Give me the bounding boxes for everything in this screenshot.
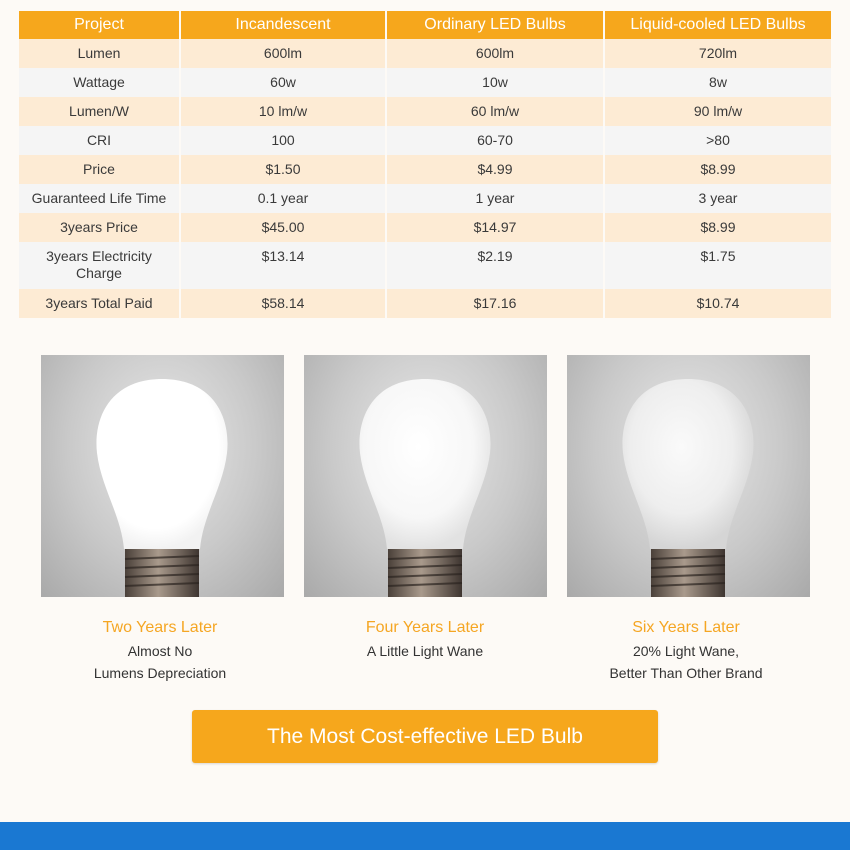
cell: 60-70 [387, 126, 605, 155]
row-label: Lumen/W [19, 97, 181, 126]
cell: $8.99 [605, 155, 831, 184]
table-row [19, 39, 831, 68]
bulb-photo-four-years [304, 355, 547, 597]
row-label: 3years Total Paid [19, 289, 181, 318]
cell: 600lm [181, 39, 387, 68]
row-label: Lumen [19, 39, 181, 68]
header-liquid-cooled-led: Liquid-cooled LED Bulbs [605, 11, 831, 39]
caption-line: A Little Light Wane [366, 643, 484, 659]
cell: 8w [605, 68, 831, 97]
cell: 60w [181, 68, 387, 97]
table-header-row [19, 11, 831, 39]
row-label: 3years Price [19, 213, 181, 242]
table-row [19, 213, 831, 242]
cell: 10w [387, 68, 605, 97]
bulb-photo-six-years [567, 355, 810, 597]
cell: $14.97 [387, 213, 605, 242]
cell: $10.74 [605, 289, 831, 318]
caption-line: 20% Light Wane, [632, 643, 740, 659]
cell: $1.75 [605, 242, 831, 289]
comparison-table-wrap [19, 11, 831, 318]
cell: 10 lm/w [181, 97, 387, 126]
comparison-table [19, 11, 831, 318]
caption-title-six-years: Six Years Later [632, 619, 740, 636]
cell: 0.1 year [181, 184, 387, 213]
row-label: CRI [19, 126, 181, 155]
light-bulb-icon [41, 355, 284, 597]
bottom-bar [0, 822, 850, 850]
table-row [19, 68, 831, 97]
cell: 600lm [387, 39, 605, 68]
cell: $17.16 [387, 289, 605, 318]
table-row [19, 184, 831, 213]
row-label: Wattage [19, 68, 181, 97]
table-row [19, 242, 831, 289]
light-bulb-icon [304, 355, 547, 597]
caption-title-two-years: Two Years Later [102, 619, 218, 636]
caption-line: Lumens Depreciation [93, 665, 227, 681]
header-project: Project [19, 11, 181, 39]
table-row [19, 126, 831, 155]
cell: $13.14 [181, 242, 387, 289]
cost-effective-banner[interactable]: The Most Cost-effective LED Bulb [192, 710, 658, 763]
caption-line: Better Than Other Brand [609, 665, 763, 681]
table-row [19, 155, 831, 184]
bulb-photo-two-years [41, 355, 284, 597]
caption-line: Almost No [127, 643, 193, 659]
light-bulb-icon [567, 355, 810, 597]
header-ordinary-led: Ordinary LED Bulbs [387, 11, 605, 39]
header-incandescent: Incandescent [181, 11, 387, 39]
cell: 720lm [605, 39, 831, 68]
cell: $58.14 [181, 289, 387, 318]
cell: 100 [181, 126, 387, 155]
cell: $4.99 [387, 155, 605, 184]
caption-title-four-years: Four Years Later [365, 619, 485, 636]
row-label: Price [19, 155, 181, 184]
cell: 3 year [605, 184, 831, 213]
cell: 90 lm/w [605, 97, 831, 126]
cell: $8.99 [605, 213, 831, 242]
row-label: Guaranteed Life Time [19, 184, 181, 213]
cell: $1.50 [181, 155, 387, 184]
cell: $45.00 [181, 213, 387, 242]
table-row [19, 97, 831, 126]
cell: >80 [605, 126, 831, 155]
cell: 60 lm/w [387, 97, 605, 126]
table-row [19, 289, 831, 318]
cell: 1 year [387, 184, 605, 213]
row-label: 3years Electricity Charge [19, 242, 181, 289]
cell: $2.19 [387, 242, 605, 289]
